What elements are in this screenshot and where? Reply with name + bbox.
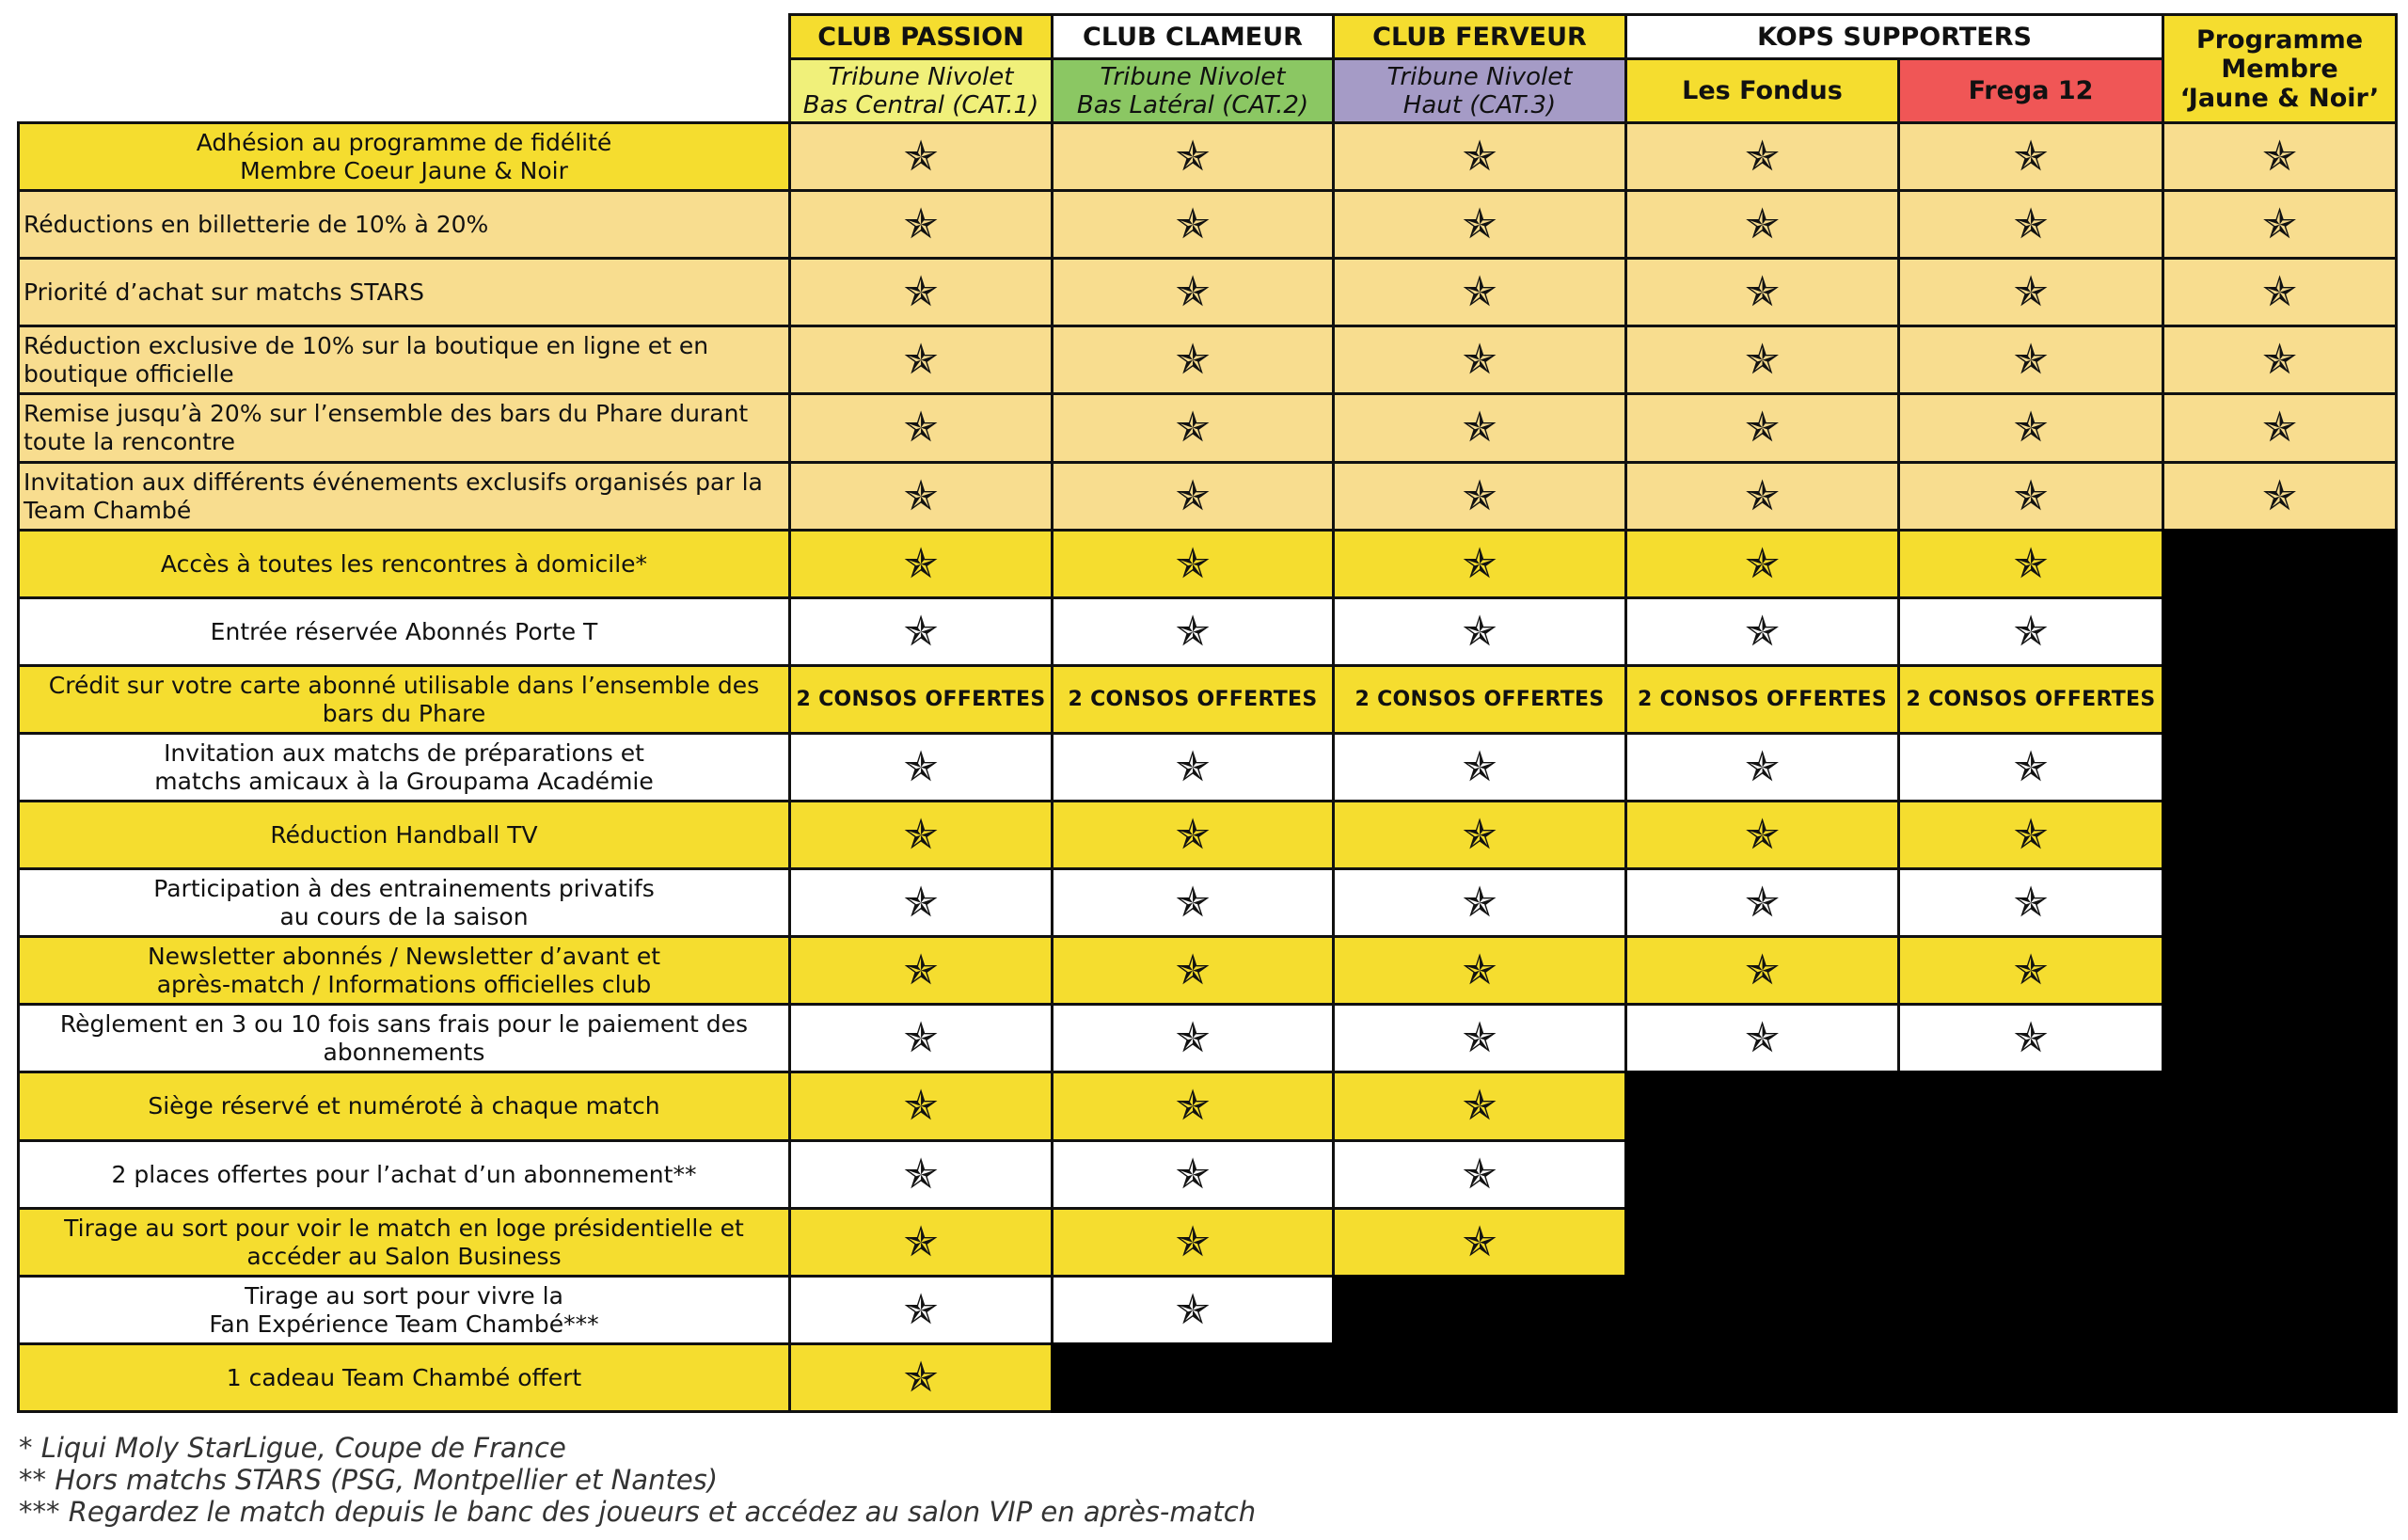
- star-icon: ✯: [2013, 132, 2049, 181]
- star-icon: ✯: [903, 607, 939, 656]
- benefit-cell: [788, 1207, 1054, 1278]
- row-label-text: Priorité d’achat sur matchs STARS: [24, 278, 424, 306]
- star-icon: ✯: [1745, 878, 1780, 927]
- benefit-cell: [788, 867, 1054, 938]
- benefit-cell: [1897, 1003, 2164, 1073]
- row-label: [17, 867, 791, 938]
- benefit-cell: [1051, 1275, 1335, 1345]
- consos-cell: [1332, 664, 1627, 735]
- star-icon: ✯: [1462, 404, 1497, 452]
- benefit-cell: [1051, 529, 1335, 599]
- benefit-cell: [1624, 529, 1900, 599]
- benefit-cell: [1332, 1003, 1627, 1073]
- header-les-fondus: [1624, 57, 1900, 124]
- benefit-cell: [788, 1275, 1054, 1345]
- benefit-cell: [1897, 935, 2164, 1006]
- star-icon: ✯: [2262, 132, 2297, 181]
- row-label: [17, 529, 791, 599]
- star-icon: ✯: [903, 1217, 939, 1266]
- header-kops-supporters: [1624, 13, 2164, 60]
- star-icon: ✯: [1462, 742, 1497, 791]
- row-label-text: Crédit sur votre carte abonné utilisable dans l’ensemble des bars du Phare: [48, 671, 760, 727]
- star-icon: ✯: [2013, 878, 2049, 927]
- row-label-text: Réductions en billetterie de 10% à 20%: [24, 210, 489, 238]
- row-label-text: 2 places offertes pour l’achat d’un abonnement**: [111, 1160, 697, 1188]
- star-icon: ✯: [2013, 539, 2049, 588]
- benefit-cell: [1051, 461, 1335, 532]
- benefit-cell: [1051, 732, 1335, 802]
- benefit-cell: [1332, 596, 1627, 667]
- star-icon: ✯: [1745, 607, 1780, 656]
- star-icon: ✯: [2013, 267, 2049, 316]
- benefit-cell: [1332, 257, 1627, 327]
- star-icon: ✯: [1175, 1082, 1211, 1130]
- benefit-cell: [2162, 461, 2398, 532]
- header-club-passion-sub-text: Tribune Nivolet Bas Central (CAT.1): [802, 62, 1039, 119]
- benefit-cell: [788, 257, 1054, 327]
- benefit-cell: [2162, 257, 2398, 327]
- row-label: [17, 121, 791, 192]
- header-club-clameur: [1051, 13, 1335, 60]
- star-icon: ✯: [1175, 267, 1211, 316]
- benefit-cell: [1051, 1071, 1335, 1142]
- row-label-text: 1 cadeau Team Chambé offert: [226, 1363, 582, 1391]
- consos-cell-text: 2 CONSOS OFFERTES: [1354, 688, 1605, 711]
- benefit-cell: [1624, 189, 1900, 260]
- consos-cell: [788, 664, 1054, 735]
- star-icon: ✯: [2013, 335, 2049, 384]
- footnote-1: * Liqui Moly StarLigue, Coupe de France: [19, 1432, 566, 1464]
- benefit-cell: [788, 392, 1054, 464]
- row-label: [17, 1275, 791, 1345]
- header-programme-membre: [2162, 13, 2398, 124]
- star-icon: ✯: [1462, 945, 1497, 994]
- row-label-text: Tirage au sort pour voir le match en loge présidentielle et accéder au Salon Business: [64, 1214, 744, 1270]
- unavailable-block: [1624, 1071, 2398, 1278]
- row-label: [17, 1071, 791, 1142]
- star-icon: ✯: [903, 199, 939, 248]
- header-club-ferveur-sub-text: Tribune Nivolet Haut (CAT.3): [1386, 62, 1573, 119]
- row-label: [17, 257, 791, 327]
- star-icon: ✯: [1175, 1285, 1211, 1334]
- star-icon: ✯: [1462, 335, 1497, 384]
- star-icon: ✯: [1175, 1013, 1211, 1062]
- star-icon: ✯: [1175, 878, 1211, 927]
- benefit-cell: [788, 1139, 1054, 1210]
- benefit-cell: [788, 1071, 1054, 1142]
- header-frega-12: [1897, 57, 2164, 124]
- star-icon: ✯: [903, 335, 939, 384]
- footnote-3: *** Regardez le match depuis le banc des joueurs et accédez au salon VIP en après-match: [19, 1496, 1257, 1528]
- benefit-cell: [1897, 461, 2164, 532]
- row-label: [17, 596, 791, 667]
- row-label: [17, 664, 791, 735]
- header-club-clameur-sub-text: Tribune Nivolet Bas Latéral (CAT.2): [1076, 62, 1309, 119]
- header-club-ferveur-text: CLUB FERVEUR: [1372, 22, 1587, 52]
- benefit-cell: [1624, 867, 1900, 938]
- consos-cell: [1051, 664, 1335, 735]
- consos-cell: [1624, 664, 1900, 735]
- header-club-passion-text: CLUB PASSION: [817, 22, 1024, 52]
- star-icon: ✯: [1175, 539, 1211, 588]
- benefit-cell: [788, 461, 1054, 532]
- star-icon: ✯: [903, 1013, 939, 1062]
- benefit-cell: [1332, 325, 1627, 395]
- star-icon: ✯: [1175, 1217, 1211, 1266]
- star-icon: ✯: [903, 539, 939, 588]
- benefit-cell: [1332, 800, 1627, 870]
- benefit-cell: [1624, 732, 1900, 802]
- star-icon: ✯: [1462, 878, 1497, 927]
- header-kops-supporters-text: KOPS SUPPORTERS: [1757, 22, 2032, 52]
- benefit-cell: [1051, 392, 1335, 464]
- header-club-passion-sub: [788, 57, 1054, 124]
- star-icon: ✯: [1175, 607, 1211, 656]
- benefit-cell: [1332, 867, 1627, 938]
- row-label-text: Invitation aux différents événements exclusifs organisés par la Team Chambé: [24, 468, 763, 524]
- row-label-text: Entrée réservée Abonnés Porte T: [210, 617, 598, 645]
- row-label: [17, 189, 791, 260]
- star-icon: ✯: [1175, 810, 1211, 859]
- star-icon: ✯: [1175, 742, 1211, 791]
- row-label-text: Accès à toutes les rencontres à domicile*: [160, 549, 648, 578]
- benefit-cell: [1332, 1139, 1627, 1210]
- benefit-cell: [1051, 935, 1335, 1006]
- benefit-cell: [1332, 732, 1627, 802]
- star-icon: ✯: [1745, 471, 1780, 520]
- star-icon: ✯: [1462, 471, 1497, 520]
- benefit-cell: [1051, 1139, 1335, 1210]
- star-icon: ✯: [1745, 742, 1780, 791]
- benefit-cell: [1897, 800, 2164, 870]
- row-label: [17, 461, 791, 532]
- header-club-clameur-text: CLUB CLAMEUR: [1083, 22, 1303, 52]
- benefit-cell: [1332, 529, 1627, 599]
- star-icon: ✯: [2013, 607, 2049, 656]
- row-label: [17, 325, 791, 395]
- star-icon: ✯: [1462, 607, 1497, 656]
- row-label-text: Réduction Handball TV: [270, 820, 538, 849]
- star-icon: ✯: [2013, 199, 2049, 248]
- row-label-text: Remise jusqu’à 20% sur l’ensemble des bars du Phare durant toute la rencontre: [24, 400, 749, 455]
- star-icon: ✯: [903, 1285, 939, 1334]
- star-icon: ✯: [1175, 404, 1211, 452]
- star-icon: ✯: [1462, 132, 1497, 181]
- benefit-cell: [1624, 800, 1900, 870]
- benefit-cell: [788, 121, 1054, 192]
- benefit-cell: [1332, 189, 1627, 260]
- header-club-clameur-sub: [1051, 57, 1335, 124]
- benefit-cell: [1051, 121, 1335, 192]
- star-icon: ✯: [1462, 1150, 1497, 1199]
- star-icon: ✯: [2262, 404, 2297, 452]
- row-label-text: Réduction exclusive de 10% sur la boutique en ligne et en boutique officielle: [24, 331, 709, 388]
- star-icon: ✯: [1462, 1013, 1497, 1062]
- unavailable-block: [1051, 1342, 2398, 1413]
- header-frega-12-text: Frega 12: [1968, 76, 2094, 105]
- star-icon: ✯: [1462, 267, 1497, 316]
- star-icon: ✯: [1462, 810, 1497, 859]
- star-icon: ✯: [903, 1082, 939, 1130]
- star-icon: ✯: [1745, 945, 1780, 994]
- benefit-cell: [1332, 935, 1627, 1006]
- benefit-cell: [788, 800, 1054, 870]
- benefit-cell: [1897, 732, 2164, 802]
- row-label-text: Siège réservé et numéroté à chaque match: [148, 1092, 660, 1119]
- consos-cell: [1897, 664, 2164, 735]
- row-label: [17, 392, 791, 464]
- benefit-cell: [1624, 392, 1900, 464]
- header-club-ferveur: [1332, 13, 1627, 60]
- consos-cell-text: 2 CONSOS OFFERTES: [1068, 688, 1318, 711]
- star-icon: ✯: [1745, 335, 1780, 384]
- benefit-cell: [1332, 461, 1627, 532]
- star-icon: ✯: [1175, 1150, 1211, 1199]
- star-icon: ✯: [903, 945, 939, 994]
- star-icon: ✯: [1462, 1217, 1497, 1266]
- footnotes: [19, 1432, 1256, 1528]
- star-icon: ✯: [903, 132, 939, 181]
- benefit-cell: [788, 732, 1054, 802]
- unavailable-block: [2162, 529, 2398, 1073]
- benefit-cell: [1332, 1207, 1627, 1278]
- header-club-ferveur-sub: [1332, 57, 1627, 124]
- benefit-cell: [1051, 1003, 1335, 1073]
- benefit-cell: [1624, 325, 1900, 395]
- benefit-cell: [1624, 1003, 1900, 1073]
- star-icon: ✯: [1175, 471, 1211, 520]
- star-icon: ✯: [2013, 404, 2049, 452]
- header-programme-membre-text: Programme Membre ‘Jaune & Noir’: [2179, 24, 2380, 113]
- benefit-cell: [1897, 121, 2164, 192]
- benefit-cell: [2162, 392, 2398, 464]
- row-label: [17, 1207, 791, 1278]
- row-label: [17, 800, 791, 870]
- row-label: [17, 935, 791, 1006]
- star-icon: ✯: [1175, 132, 1211, 181]
- star-icon: ✯: [903, 810, 939, 859]
- benefit-cell: [1897, 189, 2164, 260]
- benefit-cell: [2162, 189, 2398, 260]
- header-les-fondus-text: Les Fondus: [1682, 76, 1843, 105]
- star-icon: ✯: [1745, 404, 1780, 452]
- benefit-cell: [1897, 257, 2164, 327]
- benefit-cell: [1624, 596, 1900, 667]
- consos-cell-text: 2 CONSOS OFFERTES: [1906, 688, 2156, 711]
- star-icon: ✯: [2262, 335, 2297, 384]
- benefit-cell: [2162, 325, 2398, 395]
- row-label-text: Adhésion au programme de fidélité Membre Coeur Jaune & Noir: [196, 128, 612, 184]
- star-icon: ✯: [1462, 199, 1497, 248]
- benefit-cell: [1897, 325, 2164, 395]
- star-icon: ✯: [2013, 1013, 2049, 1062]
- benefit-cell: [1624, 257, 1900, 327]
- star-icon: ✯: [1175, 199, 1211, 248]
- star-icon: ✯: [1462, 1082, 1497, 1130]
- benefit-cell: [1051, 189, 1335, 260]
- benefit-cell: [1624, 121, 1900, 192]
- star-icon: ✯: [2013, 471, 2049, 520]
- star-icon: ✯: [903, 742, 939, 791]
- star-icon: ✯: [1175, 945, 1211, 994]
- benefit-cell: [1332, 121, 1627, 192]
- star-icon: ✯: [2013, 742, 2049, 791]
- star-icon: ✯: [1745, 267, 1780, 316]
- star-icon: ✯: [1745, 810, 1780, 859]
- star-icon: ✯: [2013, 810, 2049, 859]
- star-icon: ✯: [1745, 199, 1780, 248]
- benefit-cell: [788, 529, 1054, 599]
- header-club-passion: [788, 13, 1054, 60]
- star-icon: ✯: [903, 404, 939, 452]
- unavailable-block: [1332, 1275, 2398, 1345]
- row-label: [17, 1003, 791, 1073]
- consos-cell-text: 2 CONSOS OFFERTES: [796, 688, 1046, 711]
- benefit-cell: [1624, 461, 1900, 532]
- benefit-cell: [788, 935, 1054, 1006]
- star-icon: ✯: [2262, 199, 2297, 248]
- benefit-cell: [788, 1003, 1054, 1073]
- benefit-cell: [1332, 1071, 1627, 1142]
- footnote-2: ** Hors matchs STARS (PSG, Montpellier et Nantes): [19, 1464, 719, 1496]
- benefit-cell: [1624, 935, 1900, 1006]
- benefit-cell: [1897, 392, 2164, 464]
- row-label: [17, 1342, 791, 1413]
- star-icon: ✯: [1462, 539, 1497, 588]
- benefit-cell: [1051, 257, 1335, 327]
- row-label-text: Newsletter abonnés / Newsletter d’avant et après-match / Informations officielles club: [147, 942, 661, 998]
- row-label-text: Tirage au sort pour vivre la Fan Expérience Team Chambé***: [209, 1281, 599, 1338]
- star-icon: ✯: [1175, 335, 1211, 384]
- star-icon: ✯: [903, 267, 939, 316]
- star-icon: ✯: [903, 1150, 939, 1199]
- star-icon: ✯: [2262, 267, 2297, 316]
- benefit-cell: [1897, 867, 2164, 938]
- benefit-cell: [788, 325, 1054, 395]
- benefit-cell: [1051, 596, 1335, 667]
- benefit-cell: [1897, 596, 2164, 667]
- row-label-text: Invitation aux matchs de préparations et matchs amicaux à la Groupama Académie: [154, 738, 654, 795]
- row-label-text: Participation à des entrainements privatifs au cours de la saison: [153, 874, 655, 930]
- star-icon: ✯: [2262, 471, 2297, 520]
- benefit-cell: [1897, 529, 2164, 599]
- benefit-cell: [2162, 121, 2398, 192]
- star-icon: ✯: [903, 471, 939, 520]
- row-label: [17, 732, 791, 802]
- benefit-cell: [1051, 800, 1335, 870]
- row-label-text: Règlement en 3 ou 10 fois sans frais pour le paiement des abonnements: [59, 1009, 749, 1066]
- benefit-cell: [1051, 867, 1335, 938]
- benefit-cell: [1332, 392, 1627, 464]
- star-icon: ✯: [1745, 132, 1780, 181]
- benefit-cell: [788, 1342, 1054, 1413]
- star-icon: ✯: [2013, 945, 2049, 994]
- star-icon: ✯: [903, 1353, 939, 1402]
- star-icon: ✯: [903, 878, 939, 927]
- row-label: [17, 1139, 791, 1210]
- star-icon: ✯: [1745, 539, 1780, 588]
- benefit-cell: [1051, 325, 1335, 395]
- benefit-cell: [788, 189, 1054, 260]
- benefit-cell: [1051, 1207, 1335, 1278]
- star-icon: ✯: [1745, 1013, 1780, 1062]
- benefit-cell: [788, 596, 1054, 667]
- consos-cell-text: 2 CONSOS OFFERTES: [1638, 688, 1887, 711]
